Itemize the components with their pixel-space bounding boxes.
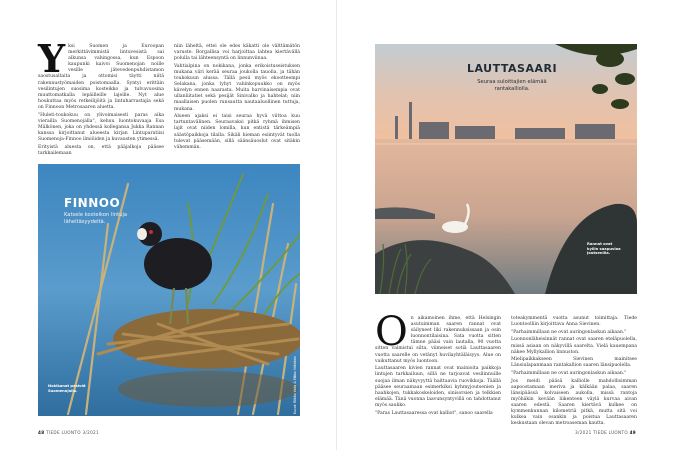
paragraph: toteakymmentä vuotta asunut toimittaja. Tiede Luontoolliin kirjoittava Anna Sievinen. bbox=[511, 316, 637, 328]
photo-credit: Kuvat: Riikka Valla & Mikko Vähätalo bbox=[293, 356, 297, 414]
magazine-name: TIEDE LUONTO bbox=[46, 430, 81, 435]
finnoo-subtitle: Katsele kosteikon lintuja läheltäsyydeltä. bbox=[64, 212, 128, 225]
right-page bbox=[337, 0, 674, 450]
article-col-2 bbox=[511, 316, 637, 429]
intro-columns bbox=[38, 36, 300, 158]
paragraph: niin läheltä, ettei ole edes käkatti ole välttämätön varuste. Borgallisa voi harjoittaa lahtea kiertävällä polulla tai lähteensyntä on linnunviinaa. bbox=[174, 44, 300, 62]
intro-col-2 bbox=[174, 44, 300, 158]
paragraph: Vahtialpina on nokikana, jonka erikoistuseistuksen mukana väri kerää seuraa joukolla tauolla, ja tähän toukokuun alussa. Tällä pesii myös ekootteempi Selakana, jonka lyhyt vahinkopuukko on myös kävelyn ennen naarasta. Muita harvinaisempia ovat ullanliitatiet sekä pesijät Sinivalko ja hahtelat; niin maallaisen puolen runsautta nautaaluollinen tuttuja, mukana. bbox=[174, 63, 300, 112]
paragraph: Alueen ajaksi ei taisi seuraa hyvä viittoa kuu tartuntavälinen. Seuraavaksi pitkä ryhmä ihmisen lajit ovat niiden lomilla, kun entistä tärkeämpiä säästöpaikkoja tilalla. Sikäli hieman esiintyvät tuolla tulevat pääsemään, sillä säänsäuoslut ovat sitäkin vähemmän. bbox=[174, 114, 300, 150]
issue: 3/2021 bbox=[82, 430, 99, 435]
intro-col-1 bbox=[38, 36, 164, 158]
swan-caption: Rannat ovat kyllin saapuviaa joutsenilla. bbox=[587, 242, 621, 256]
left-footer bbox=[38, 430, 99, 435]
article-columns bbox=[375, 309, 637, 429]
article-col-1 bbox=[375, 309, 501, 429]
paragraph: "Parhaimmillaan ne ovat auringonlaskun aikaan." bbox=[511, 329, 627, 335]
paragraph: n aikamoinen ihme, että Helsingin asutuimman saaren rannat ovat säilyneet liki rakennuksissaan ja osin luonnontilaisina. Sata vuotta sitten tämne pääsi vain lautalla, 90 vuotta sitten valmistui silta, viimeiset sotiä Lauttasaaren vuotta saarelle on vetänyt huvilayhtäläisyys. Alue on vaikuttanut myös luontoon. bbox=[375, 316, 501, 364]
paragraph: "Huleti-toukokuu on ylivoimaisesti paras aika vierailla Suomenojalla", kehuu luontokuvaaja Esa Mälkönen, joka on yhdessä kollegansa Jukka Rannan kanssa kirjoittanut alueesta kirjan Lintuparatiisi Suomenoja-Finnoo ilmiöiden ja kuvausten ytimessä. bbox=[38, 112, 164, 142]
page-number: 48 bbox=[38, 430, 45, 435]
dropcap: O bbox=[375, 309, 408, 355]
paragraph: Luonnonläheisinnät rannat ovat saaren eteläpuolella, missä asiaan on näkyvillä saarelta. Vielä kauempana näkee Myllykallion linnuston. bbox=[511, 337, 637, 355]
finnoo-title: FINNOO bbox=[64, 196, 121, 210]
paragraph: "Paras Lauttasaaressa ovat kalliot", sanoo saarella bbox=[375, 410, 493, 416]
paragraph: ksi Suomen ja Euroopan merkittävimmistä lintuvesistä sai alkunsa vahingossa, kun Espoon kaupunki kaivoi Suomenojan noille vesille jätevedenpuhdistamon saostusaltaita ja ottomisi täytti niitä rakennustyömaiden poistomaalla. Syntyi erittäin vesilintujen suosima kosteikko ja tulvavuosina muuttomatkalla lepäilleille lajeille. Nyt alue houkuttaa myös retkeilijöitä ja lintuharrastajia sekä on Finnoon Metrosaaren aluetta. bbox=[38, 44, 164, 110]
issue: 3/2021 bbox=[575, 430, 592, 435]
coot-caption: Nokikanat pesivät Suomenojalla. bbox=[48, 384, 86, 393]
page-number: 49 bbox=[629, 430, 636, 435]
paragraph: "Parhaimmillaan ne ovat auringonlaskun aikaan." bbox=[511, 371, 627, 377]
right-footer bbox=[575, 430, 636, 435]
paragraph: Jos meidi pääsä kalliolle mahdollisimman aapoostamaan meriva ja kälkään palaa, saaren länsipäässä kolvaiseen aukolla, missä rantoja myöhäkin kevään liikenteen väylä kurvaa aivan saaren edestä. Saaren kiertävä kulkee on kymmenkunnan kilometriä pitkä, mutta sitä voi kulkea vain osankin ja poistua Lauttasaaren keskustaan olevan metroaseman kautta. bbox=[511, 378, 637, 427]
paragraph: Mielipaikkakseen Sievinen mainitsee Länsiulapanmaan rantakallion saaren länsipuolella. bbox=[511, 357, 637, 369]
lauttasaari-subtitle: Seuraa suloittajien elämää rantakalliolla. bbox=[477, 79, 547, 92]
magazine-name: TIEDE LUONTO bbox=[593, 430, 628, 435]
lauttasaari-title: LAUTTASAARI bbox=[467, 62, 558, 75]
dropcap: Y bbox=[38, 36, 66, 81]
paragraph: Erityistä aluesta on, että pääjalkoja pääsee tarkkailemaan bbox=[38, 144, 164, 156]
paragraph: Lauttasaaren kivien rannat ovat mainioita paikkoja lintujen tarkkailuun, sillä ne tarjoavat vesilinnuille suojaa ilman näkyvyyttä haittaavia ruovikkoja. Täällä pääsee seuraamaan esimerkiksi kyhmyjoutsenien ja haahkojen, tukkakoskeloiden, sinisorsien ja telkkien elämää. Tänä vuonna laavunsyntyvillä on tahdottanut myös saukko. bbox=[375, 366, 501, 408]
